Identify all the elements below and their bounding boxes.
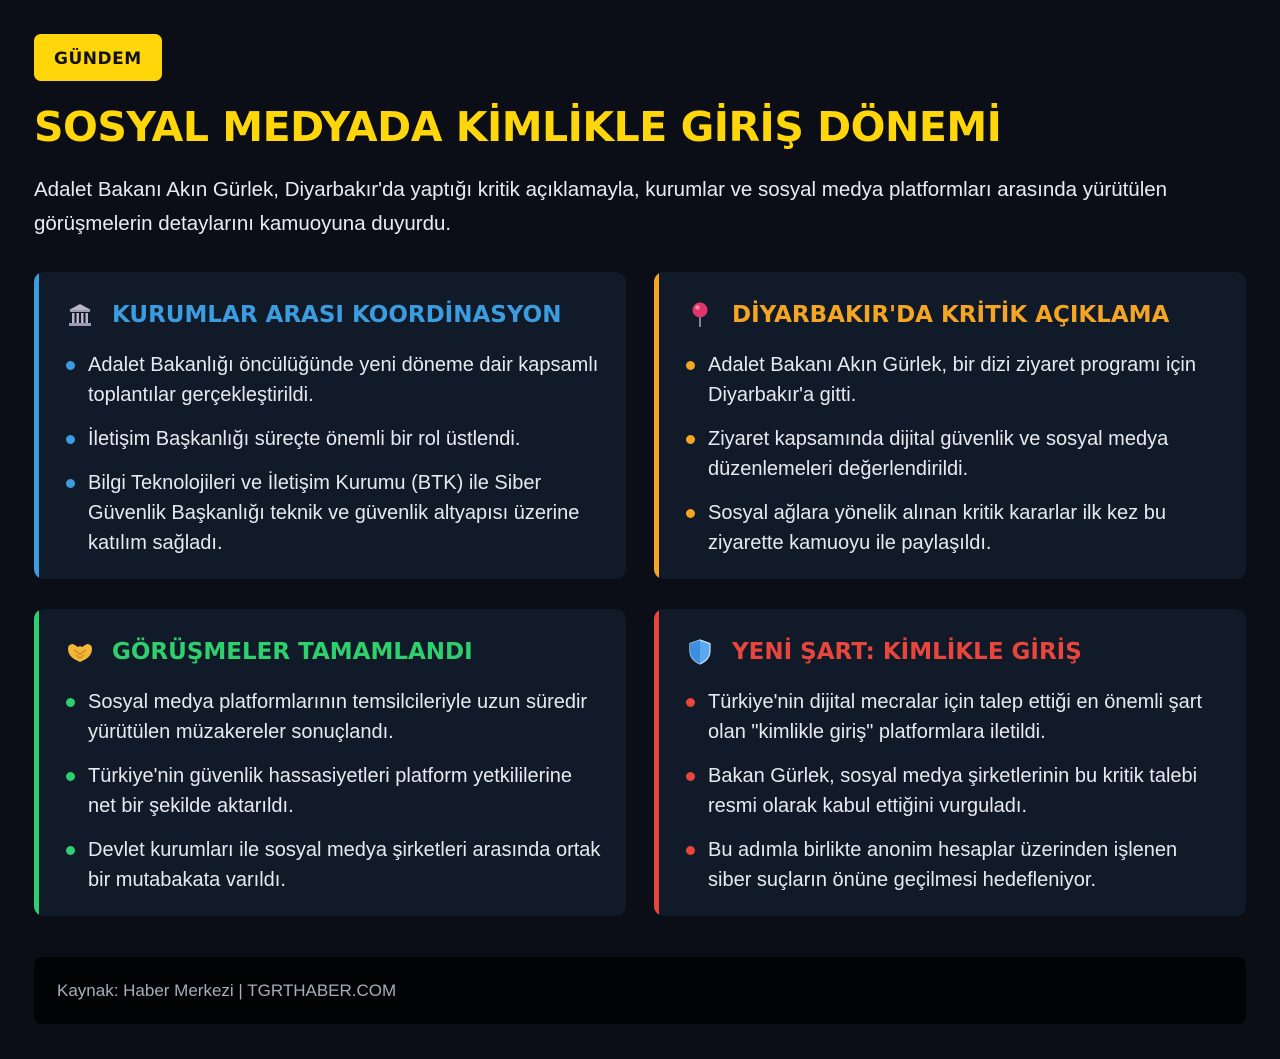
card-diyarbakir (654, 272, 1246, 579)
card-talks-completed (34, 609, 626, 916)
card-title: YENİ ŞART: KİMLİKLE GİRİŞ (732, 639, 1082, 665)
bullet-dot (686, 846, 695, 855)
handshake-icon (66, 638, 94, 666)
page-title: SOSYAL MEDYADA KİMLİKLE GİRİŞ DÖNEMİ (34, 103, 1002, 151)
list-item: Devlet kurumları ile sosyal medya şirketleri arasında ortak bir mutabakata varıldı. (66, 835, 602, 895)
list-item: Ziyaret kapsamında dijital güvenlik ve sosyal medya düzenlemeleri değerlendirildi. (686, 424, 1222, 484)
card-header (686, 298, 1222, 332)
bullet-list (686, 687, 1222, 895)
card-coordination (34, 272, 626, 579)
card-new-requirement (654, 609, 1246, 916)
bullet-dot (66, 479, 75, 488)
list-item: Bilgi Teknolojileri ve İletişim Kurumu (BTK) ile Siber Güvenlik Başkanlığı teknik ve güvenlik altyapısı üzerine katılım sağladı. (66, 468, 602, 558)
card-title: KURUMLAR ARASI KOORDİNASYON (112, 302, 562, 328)
bullet-list (66, 687, 602, 895)
lead-paragraph: Adalet Bakanı Akın Gürlek, Diyarbakır'da yaptığı kritik açıklamayla, kurumlar ve sosyal medya platformları arasında yürütülen görüşmelerin detaylarını kamuoyuna duyurdu. (34, 178, 1168, 235)
bullet-dot (686, 361, 695, 370)
bullet-list (686, 350, 1222, 558)
list-item: Türkiye'nin dijital mecralar için talep ettiği en önemli şart olan "kimlikle giriş" platformlara iletildi. (686, 687, 1222, 747)
bullet-list (66, 350, 602, 558)
source-footer (34, 957, 1246, 1024)
list-item: İletişim Başkanlığı süreçte önemli bir rol üstlendi. (66, 424, 602, 454)
card-header (66, 298, 602, 332)
card-title: DİYARBAKIR'DA KRİTİK AÇIKLAMA (732, 302, 1170, 328)
classical-building-icon (66, 301, 94, 329)
round-pushpin-icon (686, 301, 714, 329)
bullet-dot (66, 435, 75, 444)
bullet-dot (66, 772, 75, 781)
bullet-dot (686, 509, 695, 518)
bullet-dot (66, 361, 75, 370)
card-header (686, 635, 1222, 669)
list-item: Bu adımla birlikte anonim hesaplar üzerinden işlenen siber suçların önüne geçilmesi hedefleniyor. (686, 835, 1222, 895)
header (34, 34, 1246, 241)
bullet-dot (686, 772, 695, 781)
list-item: Adalet Bakanı Akın Gürlek, bir dizi ziyaret programı için Diyarbakır'a gitti. (686, 350, 1222, 410)
list-item: Sosyal ağlara yönelik alınan kritik kararlar ilk kez bu ziyarette kamuoyu ile paylaşıldı. (686, 498, 1222, 558)
category-tag: GÜNDEM (34, 34, 162, 81)
list-item: Adalet Bakanlığı öncülüğünde yeni döneme dair kapsamlı toplantılar gerçekleştirildi. (66, 350, 602, 410)
bullet-dot (66, 698, 75, 707)
bullet-dot (66, 846, 75, 855)
bullet-dot (686, 435, 695, 444)
card-header (66, 635, 602, 669)
card-title: GÖRÜŞMELER TAMAMLANDI (112, 639, 473, 665)
list-item: Sosyal medya platformlarının temsilcileriyle uzun süredir yürütülen müzakereler sonuçlandı. (66, 687, 602, 747)
source-text: Kaynak: Haber Merkezi | TGRTHABER.COM (57, 980, 397, 1000)
shield-icon (686, 638, 714, 666)
list-item: Türkiye'nin güvenlik hassasiyetleri platform yetkililerine net bir şekilde aktarıldı. (66, 761, 602, 821)
bullet-dot (686, 698, 695, 707)
list-item: Bakan Gürlek, sosyal medya şirketlerinin bu kritik talebi resmi olarak kabul ettiğini vurguladı. (686, 761, 1222, 821)
